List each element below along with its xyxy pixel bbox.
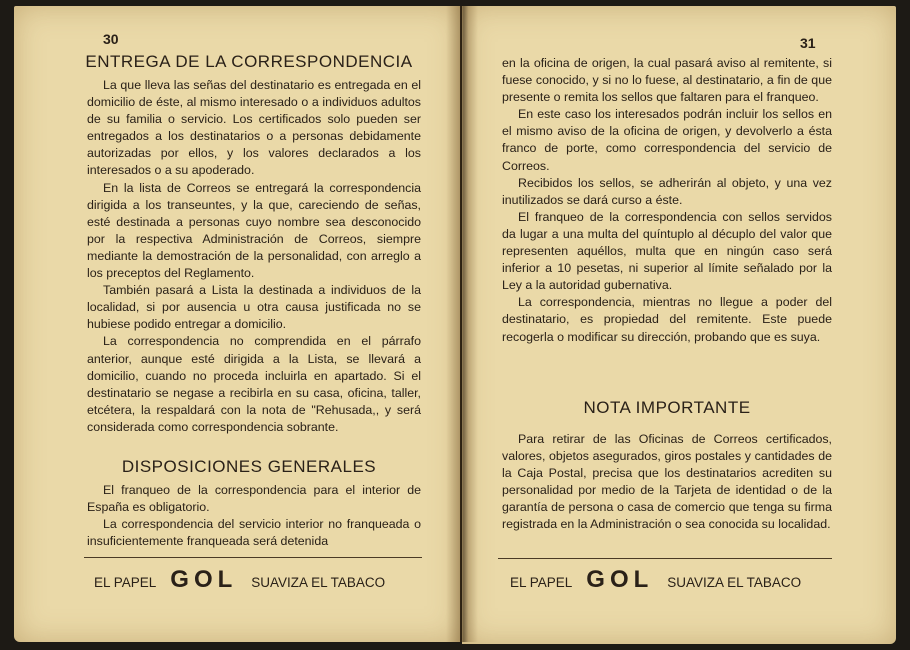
heading-disposiciones: DISPOSICIONES GENERALES <box>121 457 377 476</box>
paragraph: La correspondencia del servicio interior no franqueada o insuficientemente franqueada será detenida <box>87 517 421 549</box>
heading-nota-importante: NOTA IMPORTANTE <box>583 398 751 417</box>
body-continuacion <box>502 55 832 346</box>
paragraph: La correspondencia no comprendida en el párrafo anterior, aunque esté dirigida a la Lista, se llevará a domicilio, cuando no proceda incluirla en apartado. Si el destinatario se negase a recibirla en su casa, oficina, taller, etcétera, la respaldará con la nota de "Rehusada,, y será considerada como correspondencia sobrante. <box>87 334 421 434</box>
paragraph: Recibidos los sellos, se adherirán al objeto, y una vez inutilizados se dará curso a éste. <box>502 175 832 207</box>
page-number: 31 <box>800 35 816 51</box>
right-page <box>462 6 896 644</box>
left-page <box>14 6 460 642</box>
footer-brand: GOL <box>170 566 238 593</box>
footer-ad <box>94 566 385 594</box>
footer-text-left: EL PAPEL <box>94 575 157 590</box>
body-nota-importante <box>502 431 832 534</box>
paragraph: El franqueo de la correspondencia con sellos servidos da lugar a una multa del quíntuplo al décuplo del valor que representen aquéllos, multa que en ningún caso será inferior a 10 pesetas, ni superior al límite señalado por la Ley a la autoridad gubernativa. <box>502 209 832 293</box>
footer-text-left: EL PAPEL <box>510 575 573 590</box>
footer-brand: GOL <box>586 566 654 593</box>
paragraph: En este caso los interesados podrán incluir los sellos en el mismo aviso de la oficina de origen, y devolverlo a ésta franco de porte, como correspondencia del servicio de Correos. <box>502 107 832 173</box>
paragraph: Para retirar de las Oficinas de Correos certificados, valores, objetos asegurados, giros postales y cantidades de la Caja Postal, precisa que los destinatarios acrediten su personalidad por medio de la Tarjeta de identidad o de la garantía de persona o casa de comercio que tenga su firma registrada en la Administración o sea conocida su localidad. <box>502 432 832 532</box>
body-disposiciones <box>87 482 421 550</box>
footer-rule <box>84 557 422 558</box>
footer-rule <box>498 558 832 559</box>
paragraph: El franqueo de la correspondencia para el interior de España es obligatorio. <box>87 483 421 515</box>
paragraph: La que lleva las señas del destinatario es entregada en el domicilio de éste, al mismo interesado o a individuos adultos de su familia o servicio. Los certificados solo pueden ser entregados a los destinatarios o a personas debidamente autorizadas por ellos, y los valores declarados a los interesados o a su apoderado. <box>87 78 421 178</box>
paragraph: La correspondencia, mientras no llegue a poder del destinatario, es propiedad del remitente. Este puede recogerla o modificar su dirección, probando que es suya. <box>502 295 832 344</box>
footer-text-right: SUAVIZA EL TABACO <box>251 575 386 590</box>
paragraph: en la oficina de origen, la cual pasará aviso al remitente, si fuese conocido, y si no lo fuese, al destinatario, a fin de que presente o remita los sellos que faltaren para el franqueo. <box>502 56 832 105</box>
paragraph: En la lista de Correos se entregará la correspondencia dirigida a los transeuntes, y la que, careciendo de señas, esté destinada a personas cuyo nombre sea desconocido por la respectiva Administración de Correos, siempre mediante la demostración de la personalidad, con arreglo a los preceptos del Reglamento. <box>87 180 421 281</box>
footer-text-right: SUAVIZA EL TABACO <box>667 575 802 590</box>
page-number: 30 <box>103 31 119 47</box>
footer-ad <box>510 566 801 594</box>
paragraph: También pasará a Lista la destinada a individuos de la localidad, si por ausencia u otra causa justificada no se hubiese podido entregar a domicilio. <box>87 283 421 332</box>
body-entrega <box>87 77 421 436</box>
heading-entrega: ENTREGA DE LA CORRESPONDENCIA <box>85 52 413 71</box>
